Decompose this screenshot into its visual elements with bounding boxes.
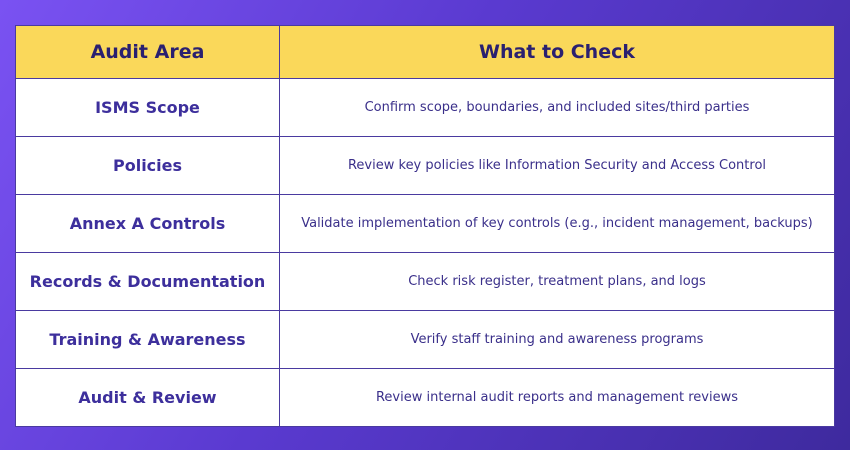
what-to-check-cell: Review internal audit reports and management reviews: [280, 369, 835, 427]
table-row: [16, 79, 835, 137]
audit-area-cell: Records & Documentation: [16, 253, 280, 311]
header-audit-area: Audit Area: [16, 26, 280, 79]
table-row: [16, 137, 835, 195]
what-to-check-cell: Confirm scope, boundaries, and included sites/third parties: [280, 79, 835, 137]
audit-area-cell: ISMS Scope: [16, 79, 280, 137]
audit-area-cell: Training & Awareness: [16, 311, 280, 369]
table-row: [16, 311, 835, 369]
what-to-check-cell: Validate implementation of key controls (e.g., incident management, backups): [280, 195, 835, 253]
what-to-check-cell: Review key policies like Information Security and Access Control: [280, 137, 835, 195]
table-row: [16, 369, 835, 427]
what-to-check-cell: Check risk register, treatment plans, and logs: [280, 253, 835, 311]
audit-area-cell: Annex A Controls: [16, 195, 280, 253]
header-what-to-check: What to Check: [280, 26, 835, 79]
table-row: [16, 253, 835, 311]
table-header: [16, 26, 835, 79]
audit-area-cell: Audit & Review: [16, 369, 280, 427]
table-row: [16, 195, 835, 253]
header-row: [16, 26, 835, 79]
audit-checklist-table: [15, 25, 835, 427]
audit-area-cell: Policies: [16, 137, 280, 195]
what-to-check-cell: Verify staff training and awareness programs: [280, 311, 835, 369]
table-body: [16, 79, 835, 427]
